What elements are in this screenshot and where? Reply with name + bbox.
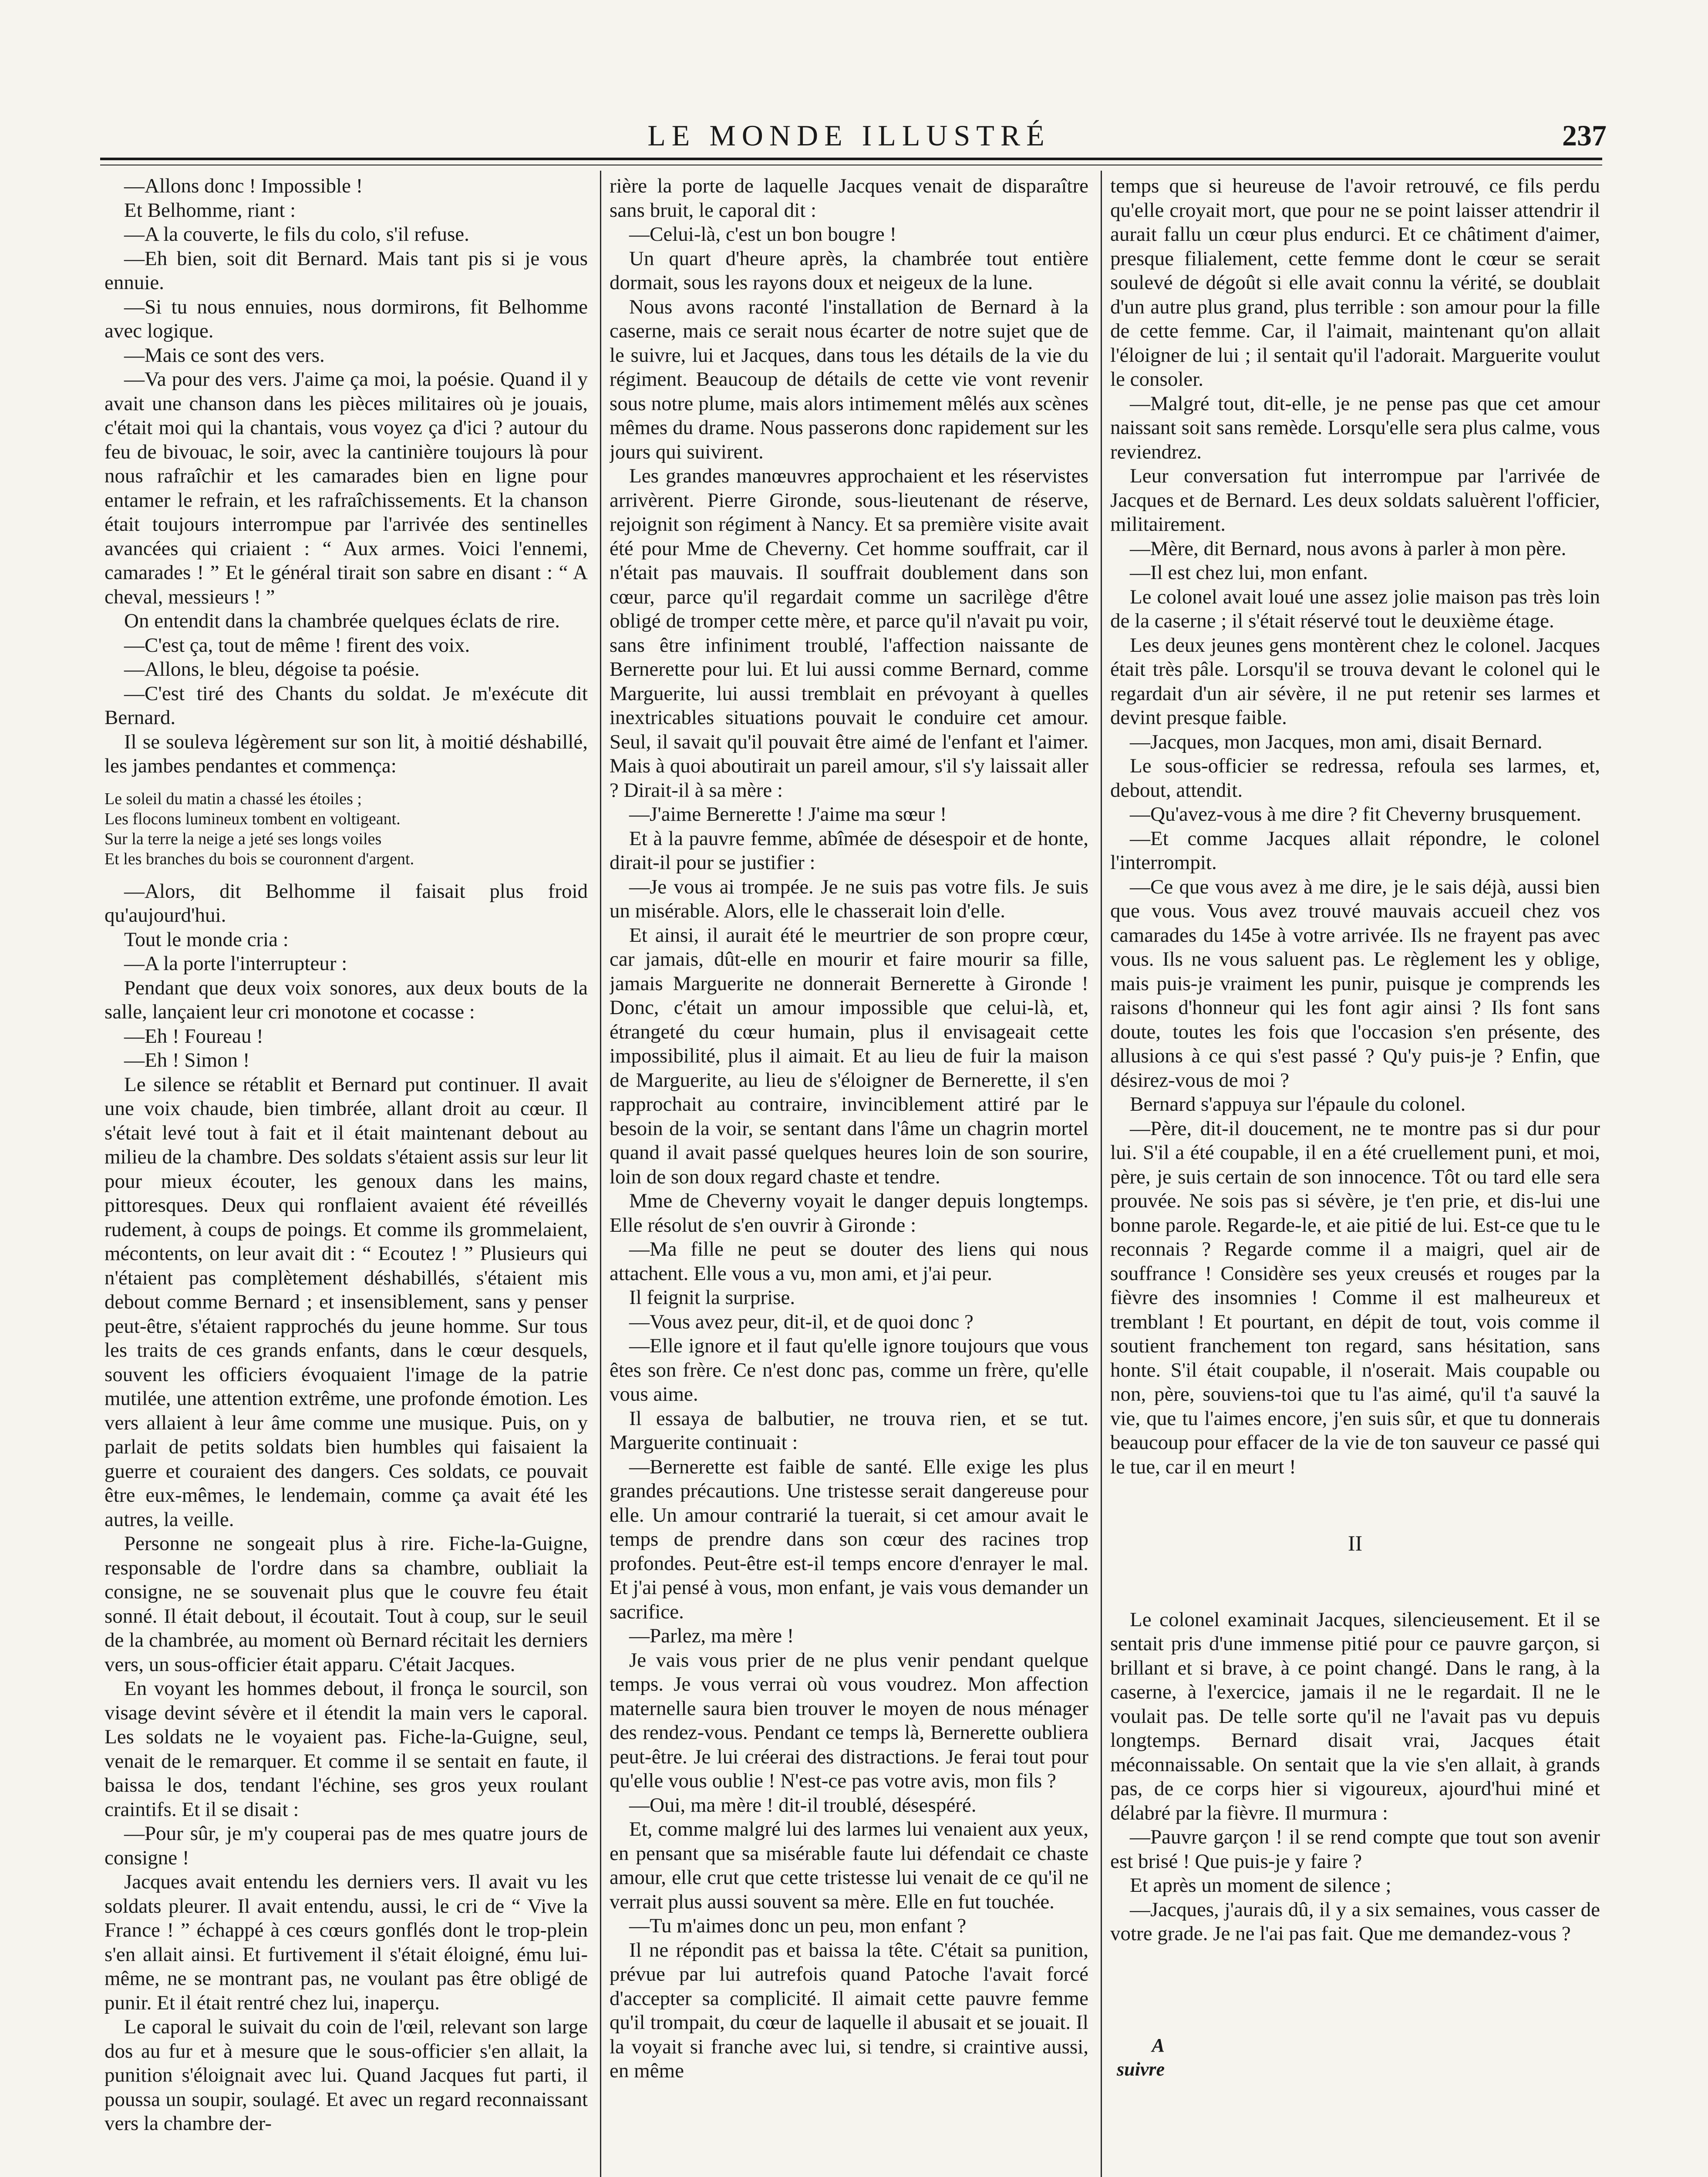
column-3 [1110, 174, 1600, 2177]
paragraph: Un quart d'heure après, la chambrée tout entière dormait, sous les rayons doux et neigeux de la lune. [610, 247, 1088, 294]
column-2 [610, 174, 1088, 2177]
poem [104, 789, 588, 869]
paragraph: Et Belhomme, riant : [124, 199, 296, 222]
paragraph: —Qu'avez-vous à me dire ? fit Cheverny brusquement. [1130, 803, 1581, 826]
paragraph: Leur conversation fut interrompue par l'arrivée de Jacques et de Bernard. Les deux soldats saluèrent l'officier, militairement. [1110, 465, 1600, 536]
paragraph: —Jacques, j'aurais dû, il y a six semaines, vous casser de votre grade. Je ne l'ai pas fait. Que me demandez-vous ? [1110, 1898, 1600, 1945]
paragraph: En voyant les hommes debout, il fronça le sourcil, son visage devint sévère et il étendit la main vers le caporal. Les soldats ne le voyaient pas. Fiche-la-Guigne, seul, venait de le remarquer. Et comme il se sentait en faute, il baissa le dos, tendant l'échine, ses gros yeux roulant craintifs. Et il se disait : [104, 1677, 588, 1821]
paragraph: —C'est ça, tout de même ! firent des voix. [124, 634, 470, 657]
paragraph: Pendant que deux voix sonores, aux deux bouts de la salle, lançaient leur cri monotone et cocasse : [104, 976, 588, 1023]
poem-line: Le soleil du matin a chassé les étoiles ; [104, 789, 362, 808]
paragraph: Les deux jeunes gens montèrent chez le colonel. Jacques était très pâle. Lorsqu'il se trouva devant le colonel qui le regardait d'un air sévère, il ne put retenir ses larmes et devint presque faible. [1110, 634, 1600, 729]
paragraph: —Pour sûr, je m'y couperai pas de mes quatre jours de consigne ! [104, 1822, 588, 1869]
paragraph: —Malgré tout, dit-elle, je ne pense pas que cet amour naissant soit sans remède. Lorsqu'elle sera plus calme, vous reviendrez. [1110, 392, 1600, 463]
page-header [91, 109, 1607, 157]
paragraph: —Père, dit-il doucement, ne te montre pas si dur pour lui. S'il a été coupable, il en a été cruellement puni, et moi, père, je suis certain de son innocence. Tôt ou tard elle sera prouvée. Ne sois pas si sévère, je t'en prie, et dis-lui une bonne parole. Regarde-le, et aie pitié de lui. Est-ce que tu le reconnais ? Regarde comme il a maigri, quel air de souffrance ! Considère ses yeux creusés et rouges par la fièvre des insomnies ! Comme il est malheureux et tremblant ! Et pourtant, en dépit de tout, vois comme il soutient franchement ton regard, sans hésitation, sans honte. S'il était coupable, il n'oserait. Mais coupable ou non, père, souviens-toi que tu l'as aimé, qu'il t'a sauvé la vie, que tu l'aimes encore, j'en suis sûr, et que tu donnerais beaucoup pour effacer de la vie de ton sauveur ce passé qui le tue, car il en meurt ! [1110, 1117, 1600, 1478]
paragraph: —Jacques, mon Jacques, mon ami, disait Bernard. [1130, 730, 1543, 753]
section-heading: II [1348, 1531, 1363, 1555]
paragraph: —Ma fille ne peut se douter des liens qui nous attachent. Elle vous a vu, mon ami, et j'ai peur. [610, 1238, 1088, 1285]
paragraph: —A la porte l'interrupteur : [124, 952, 347, 975]
paragraph: Le colonel examinait Jacques, silencieusement. Et il se sentait pris d'une immense pitié pour ce pauvre garçon, si brillant et si brave, à ce point changé. Dans le rang, à la caserne, à l'exercice, jamais il ne le regardait. Il ne le voulait pas. De telle sorte qu'il ne l'avait pas vu depuis longtemps. Bernard disait vrai, Jacques était méconnaissable. On sentait que la vie s'en allait, à grands pas, de ce corps hier si vigoureux, ajourd'hui miné et délabré par la fièvre. Il murmura : [1110, 1608, 1600, 1824]
page-number: 237 [1562, 119, 1607, 152]
paragraph: Bernard s'appuya sur l'épaule du colonel. [1130, 1093, 1466, 1115]
column-divider-1 [600, 171, 601, 2177]
paragraph: —Si tu nous ennuies, nous dormirons, fit Belhomme avec logique. [104, 295, 588, 342]
paragraph: Nous avons raconté l'installation de Bernard à la caserne, mais ce serait nous écarter de notre sujet que de le suivre, lui et Jacques, dans tous les détails de la vie du régiment. Beaucoup de détails de cette vie vont revenir sous notre plume, mais alors intimement mêlés aux scènes mêmes du drame. Nous passerons donc rapidement sur les jours qui suivirent. [610, 295, 1088, 463]
paragraph: —Eh bien, soit dit Bernard. Mais tant pis si je vous ennuie. [104, 247, 588, 294]
paragraph: —Vous avez peur, dit-il, et de quoi donc ? [629, 1310, 974, 1333]
paragraph: —Allons, le bleu, dégoise ta poésie. [124, 658, 420, 681]
paragraph: —Et comme Jacques allait répondre, le colonel l'interrompit. [1110, 827, 1600, 874]
paragraph: Et, comme malgré lui des larmes lui venaient aux yeux, en pensant que sa misérable faute lui défendait ce chaste amour, elle crut que cette tristesse lui venait de ce qu'il ne verrait plus aussi souvent sa mère. Elle en fut touchée. [610, 1818, 1088, 1913]
paragraph: Le colonel avait loué une assez jolie maison pas très loin de la caserne ; il s'était réservé tout le deuxième étage. [1110, 585, 1600, 632]
paragraph: —Pauvre garçon ! il se rend compte que tout son avenir est brisé ! Que puis-je y faire ? [1110, 1826, 1600, 1873]
paragraph: Jacques avait entendu les derniers vers. Il avait vu les soldats pleurer. Il avait entendu, aussi, le cri de “ Vive la France ! ” échappé à ces cœurs gonflés dont le trop-plein s'en allait ainsi. Et furtivement il s'était éloigné, ému lui-même, ne se montrant pas, ne voulant pas être obligé de punir. Et il était rentré chez lui, inaperçu. [104, 1870, 588, 2014]
paragraph: Il ne répondit pas et baissa la tête. C'était sa punition, prévue par lui autrefois quand Patoche l'avait forcé d'accepter sa complicité. Il aimait cette pauvre femme qu'il trompait, du cœur de laquelle il abusait et se jouait. Il la voyait si franche avec lui, si tendre, si craintive aussi, en même [610, 1938, 1088, 2082]
paragraph: —Ce que vous avez à me dire, je le sais déjà, aussi bien que vous. Vous avez trouvé mauvais accueil chez vos camarades du 145e à votre arrivée. Ils ne frayent pas avec vous. Ils ne vous saluent pas. Le règlement les y oblige, mais puis-je vraiment les punir, puisque je comprends les raisons d'honneur qui les font agir ainsi ? Ils font sans doute, toutes les fois que l'occasion s'en présente, des allusions à ce qui s'est passé ? Qu'y puis-je ? Enfin, que désirez-vous de moi ? [1110, 875, 1600, 1092]
paragraph: temps que si heureuse de l'avoir retrouvé, ce fils perdu qu'elle croyait mort, que pour ne se point laisser attendrir il aurait fallu un cœur plus endurci. Et ce châtiment d'aimer, presque filialement, cette femme dont le cœur se serait soulevé de dégoût si elle avait connu la vérité, se doublait d'un autre plus grand, plus terrible : son amour pour la fille de cette femme. Car, il l'aimait, maintenant qu'on allait l'éloigner de lui ; il sentait qu'il l'adorait. Marguerite voulut le consoler. [1110, 175, 1600, 391]
paragraph: Le caporal le suivait du coin de l'œil, relevant son large dos au fur et à mesure que le sous-officier s'en allait, la punition s'éloignait avec lui. Quand Jacques fut parti, il poussa un soupir, soulagé. Et avec un regard reconnaissant vers la chambre der- [104, 2015, 588, 2135]
paragraph: —Eh ! Foureau ! [124, 1024, 263, 1048]
to-be-continued: A suivre [1117, 2034, 1165, 2080]
paragraph: Les grandes manœuvres approchaient et les réservistes arrivèrent. Pierre Gironde, sous-lieutenant de réserve, rejoignit son régiment à Nancy. Et sa première visite avait été pour Mme de Cheverny. Cet homme souffrait, car il n'était pas mauvais. Il souffrait doublement dans son cœur, parce qu'il regardait comme un sacrilège d'être obligé de tromper cette mère, et parce qu'il n'avait pu voir, sans être infiniment troublé, l'affection naissante de Bernerette pour lui. Et lui aussi comme Bernard, comme Marguerite, lui aussi tremblait en prévoyant à quelles inextricables situations pouvait le conduire cet amour. Seul, il savait qu'il pouvait être aimé de l'enfant et l'aimer. Mais à quoi aboutirait un pareil amour, s'il s'y laissait aller ? Dirait-il à sa mère : [610, 465, 1088, 802]
paragraph: Et après un moment de silence ; [1130, 1874, 1391, 1897]
paragraph: —Mais ce sont des vers. [124, 344, 325, 367]
paragraph: Le silence se rétablit et Bernard put continuer. Il avait une voix chaude, bien timbrée, allant droit au cœur. Il s'était levé tout à fait et il était maintenant debout au milieu de la chambre. Des soldats s'étaient assis sur leur lit pour mieux écouter, les genoux dans les mains, pittoresques. Deux qui ronflaient avaient été réveillés rudement, à coups de poings. Et comme ils grommelaient, mécontents, on leur avait dit : “ Ecoutez ! ” Plusieurs qui n'étaient pas complètement déshabillés, s'étaient mis debout comme Bernard ; et insensiblement, sans y penser peut-être, s'étaient rapprochés du jeune homme. Sur tous les traits de ces grands enfants, dans le cœur desquels, souvent les officiers évoquaient l'image de la patrie mutilée, une attention extrême, une profonde émotion. Les vers allaient à leur âme comme une musique. Puis, on y parlait de petits soldats bien humbles qui faisaient la guerre et couraient des dangers. Ces soldats, ce pouvait être eux-mêmes, le lendemain, comme ça avait été les autres, la veille. [104, 1073, 588, 1531]
paragraph: Mme de Cheverny voyait le danger depuis longtemps. Elle résolut de s'en ouvrir à Gironde : [610, 1190, 1088, 1237]
journal-title: LE MONDE ILLUSTRÉ [647, 119, 1051, 152]
paragraph: —A la couverte, le fils du colo, s'il refuse. [124, 223, 469, 246]
paragraph: —Parlez, ma mère ! [629, 1624, 794, 1647]
paragraph: —Tu m'aimes donc un peu, mon enfant ? [629, 1914, 967, 1937]
paragraph: —Celui-là, c'est un bon bougre ! [629, 223, 897, 246]
paragraph: rière la porte de laquelle Jacques venait de disparaître sans bruit, le caporal dit : [610, 175, 1088, 222]
paragraph: —Je vous ai trompée. Je ne suis pas votre fils. Je suis un misérable. Alors, elle le chasserait loin d'elle. [610, 875, 1088, 922]
paragraph: —J'aime Bernerette ! J'aime ma sœur ! [629, 803, 947, 826]
column-divider-2 [1101, 171, 1102, 2177]
paragraph: Et ainsi, il aurait été le meurtrier de son propre cœur, car jamais, dût-elle en mourir et faire mourir sa fille, jamais Marguerite ne donnerait Bernerette à Gironde ! Donc, c'était un amour impossible que celui-là, et, étrangeté du cœur humain, plus il envisageait cette impossibilité, plus il aimait. Et au lieu de fuir la maison de Marguerite, au lieu de s'éloigner de Bernerette, il s'en rapprochait au contraire, invinciblement attiré par le besoin de la voir, se sentant dans l'âme un chagrin mortel quand il avait passé quelques heures loin de son sourire, loin de son doux regard chaste et tendre. [610, 923, 1088, 1188]
paragraph: Il feignit la surprise. [629, 1286, 795, 1309]
paragraph: —Eh ! Simon ! [124, 1049, 250, 1072]
paragraph: Il se souleva légèrement sur son lit, à moitié déshabillé, les jambes pendantes et commença: [104, 730, 588, 777]
header-rule-thick [100, 158, 1602, 160]
paragraph: Personne ne songeait plus à rire. Fiche-la-Guigne, responsable de l'ordre dans sa chambre, oubliait la consigne, ne se souvenait plus que le couvre feu était sonné. Il était debout, il écoutait. Tout à coup, sur le seuil de la chambrée, au moment où Bernard récitait les derniers vers, un sous-officier était apparu. C'était Jacques. [104, 1532, 588, 1676]
paragraph: —Il est chez lui, mon enfant. [1130, 561, 1368, 584]
paragraph: —C'est tiré des Chants du soldat. Je m'exécute dit Bernard. [104, 682, 588, 729]
paragraph: —Mère, dit Bernard, nous avons à parler à mon père. [1130, 537, 1567, 560]
poem-line: Et les branches du bois se couronnent d'argent. [104, 849, 414, 868]
paragraph: Le sous-officier se redressa, refoula ses larmes, et, debout, attendit. [1110, 755, 1600, 802]
paragraph: —Elle ignore et il faut qu'elle ignore toujours que vous êtes son frère. Ce n'est donc pas, comme un frère, qu'elle vous aime. [610, 1335, 1088, 1405]
paragraph: —Allons donc ! Impossible ! [124, 175, 363, 197]
paragraph: —Bernerette est faible de santé. Elle exige les plus grandes précautions. Une tristesse serait dangereuse pour elle. Un amour contrarié la tuerait, si cet amour avait le temps de prendre dans son cœur des racines trop profondes. Peut-être est-il temps encore d'enrayer le mal. Et j'ai pensé à vous, mon enfant, je vais vous demander un sacrifice. [610, 1455, 1088, 1623]
paragraph: Et à la pauvre femme, abîmée de désespoir et de honte, dirait-il pour se justifier : [610, 827, 1088, 874]
paragraph: On entendit dans la chambrée quelques éclats de rire. [124, 610, 560, 632]
paragraph: —Alors, dit Belhomme il faisait plus froid qu'aujourd'hui. [104, 880, 588, 927]
poem-line: Les flocons lumineux tombent en voltigeant. [104, 809, 401, 828]
column-1 [104, 174, 588, 2177]
paragraph: —Va pour des vers. J'aime ça moi, la poésie. Quand il y avait une chanson dans les pièces militaires où je jouais, c'était moi qui la chantais, vous voyez ça d'ici ? autour du feu de bivouac, le soir, avec la cantinière toujours là pour nous rafraîchir et les camarades bien en ligne pour entamer le refrain, et les rafraîchissements. Et la chanson était toujours interrompue par l'arrivée des sentinelles avancées qui criaient : “ Aux armes. Voici l'ennemi, camarades ! ” Et le général tirait son sabre en disant : “ A cheval, messieurs ! ” [104, 368, 588, 608]
paragraph: Je vais vous prier de ne plus venir pendant quelque temps. Je vous verrai où vous voudrez. Mon affection maternelle saura bien trouver le moyen de nous ménager des rendez-vous. Pendant ce temps là, Bernerette oubliera peut-être. Je lui créerai des distractions. Je ferai tout pour qu'elle vous oublie ! N'est-ce pas votre avis, mon fils ? [610, 1648, 1088, 1792]
paragraph: Tout le monde cria : [124, 928, 289, 951]
paragraph: Il essaya de balbutier, ne trouva rien, et se tut. Marguerite continuait : [610, 1407, 1088, 1454]
paragraph: —Oui, ma mère ! dit-il troublé, désespéré. [629, 1793, 977, 1816]
poem-line: Sur la terre la neige a jeté ses longs voiles [104, 829, 382, 848]
